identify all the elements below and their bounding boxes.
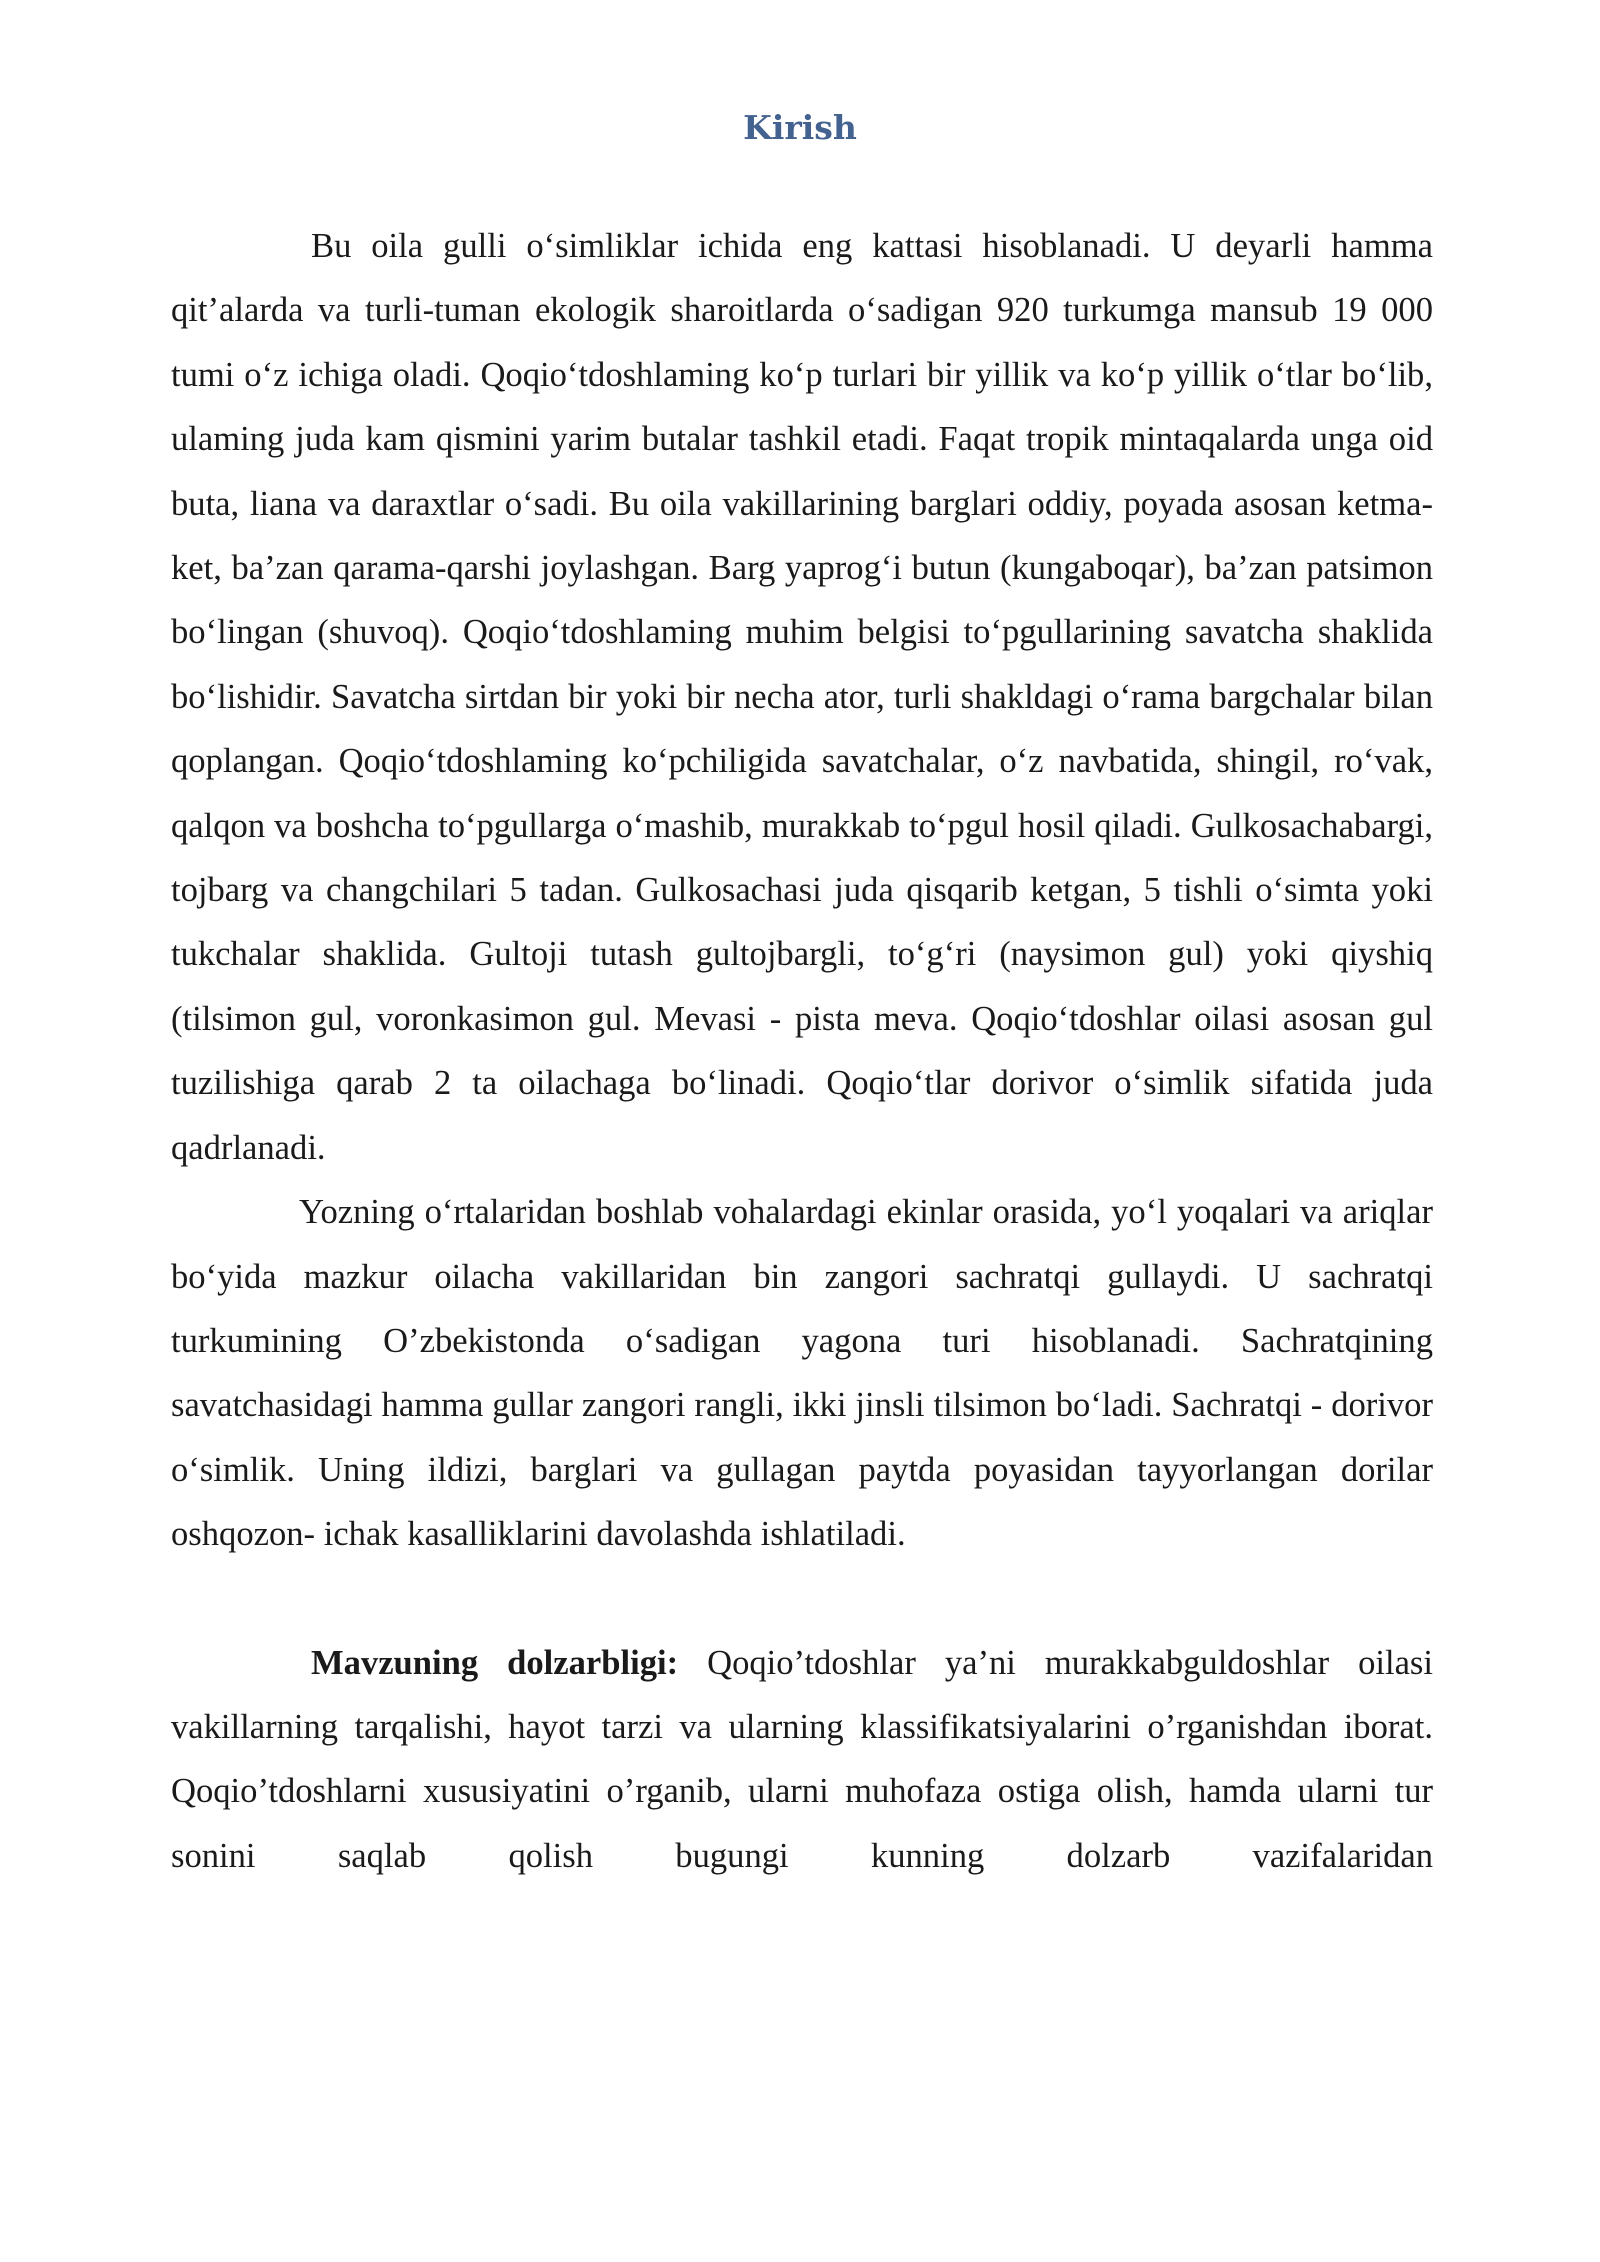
- document-body: [171, 214, 1433, 1888]
- relevance-heading: Mavzuning dolzarbligi:: [311, 1643, 679, 1682]
- paragraph-spacer: [171, 1567, 1433, 1631]
- paragraph-intro: Bu oila gulli o‘simliklar ichida eng kattasi hisoblanadi. U deyarli hamma qit’alarda va turli-tuman ekologik sharoitlarda o‘sadigan 920 turkumga mansub 19 000 tumi o‘z ichiga oladi. Qoqio‘tdoshlaming ko‘p turlari bir yillik va ko‘p yillik o‘tlar bo‘lib, ulaming juda kam qismini yarim butalar tashkil etadi. Faqat tropik mintaqalarda unga oid buta, liana va daraxtlar o‘sadi. Bu oila vakillarining barglari oddiy, poyada asosan ketma-ket, ba’zan qarama-qarshi joylashgan. Barg yaprog‘i butun (kungaboqar), ba’zan patsimon bo‘lingan (shuvoq). Qoqio‘tdoshlaming muhim belgisi to‘pgullarining savatcha shaklida bo‘lishidir. Savatcha sirtdan bir yoki bir necha ator, turli shakldagi o‘rama bargchalar bilan qoplangan. Qoqio‘tdoshlaming ko‘pchiligida savatchalar, o‘z navbatida, shingil, ro‘vak, qalqon va boshcha to‘pgullarga o‘mashib, murakkab to‘pgul hosil qiladi. Gulkosachabargi, tojbarg va changchilari 5 tadan. Gulkosachasi juda qisqarib ketgan, 5 tishli o‘simta yoki tukchalar shaklida. Gultoji tutash gultojbargli, to‘g‘ri (naysimon gul) yoki qiyshiq (tilsimon gul, voronkasimon gul. Mevasi - pista meva. Qoqio‘tdoshlar oilasi asosan gul tuzilishiga qarab 2 ta oilachaga bo‘linadi. Qoqio‘tlar dorivor o‘simlik sifatida juda qadrlanadi.: [171, 227, 1433, 1167]
- paragraph-relevance: [171, 1631, 1433, 1889]
- relevance-text: Qoqio’tdoshlar ya’ni murakkabguldoshlar oilasi vakillarning tarqalishi, hayot tarzi va ularning klassifikatsiyalarini o’rganishdan iborat. Qoqio’tdoshlarni xususiyatini o’rganib, ularni muhofaza ostiga olish, hamda ularni tur sonini saqlab qolish bugungi kunning dolzarb vazifalaridan: [171, 1643, 1433, 1875]
- page-title: Kirish: [743, 108, 857, 147]
- paragraph-sachratqi: Yozning o‘rtalaridan boshlab vohalardagi ekinlar orasida, yo‘l yoqalari va ariqlar bo‘yida mazkur oilacha vakillaridan bin zangori sachratqi gullaydi. U sachratqi turkumining O’zbekistonda o‘sadigan yagona turi hisoblanadi. Sachratqining savatchasidagi hamma gullar zangori rangli, ikki jinsli tilsimon bo‘ladi. Sachratqi - dorivor o‘simlik. Uning ildizi, barglari va gullagan paytda poyasidan tayyorlangan dorilar oshqozon- ichak kasalliklarini davolashda ishlatiladi.: [171, 1193, 1433, 1554]
